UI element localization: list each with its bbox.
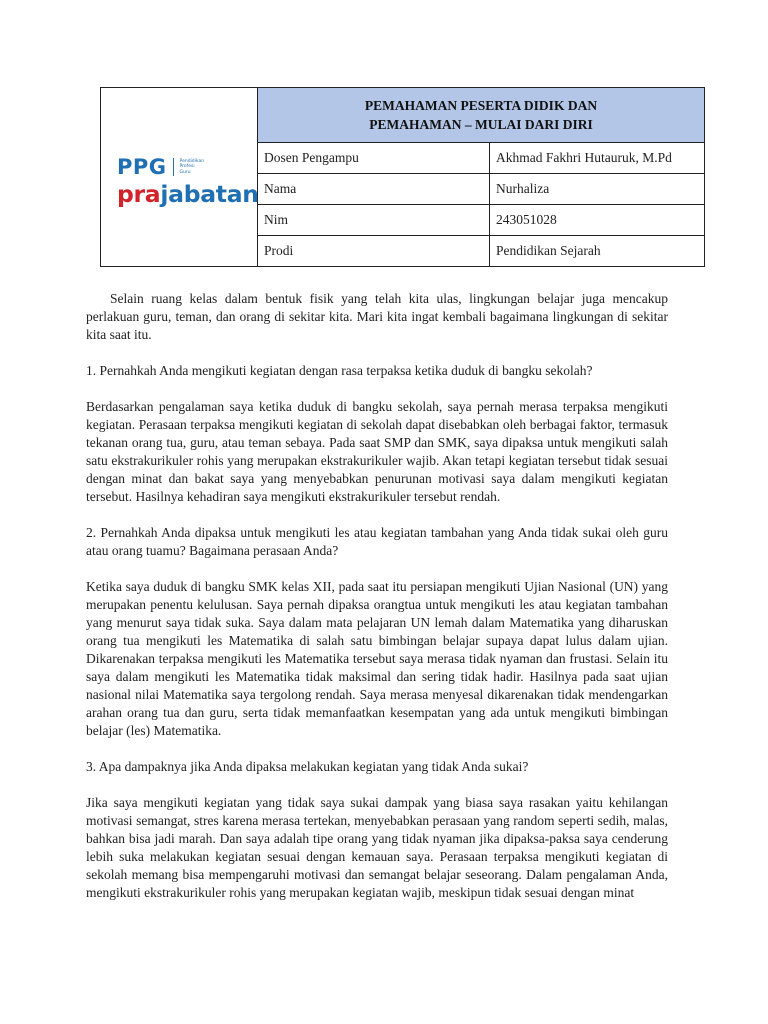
document-title: PEMAHAMAN PESERTA DIDIK DAN PEMAHAMAN – MULAI DARI DIRI xyxy=(258,88,704,143)
document-body xyxy=(86,290,668,920)
ppg-prajabatan-logo xyxy=(117,156,259,208)
info-row-nim xyxy=(258,205,704,236)
header-table xyxy=(100,87,705,267)
info-value: Nurhaliza xyxy=(496,181,550,196)
question-1: 1. Pernahkah Anda mengikuti kegiatan dengan rasa terpaksa ketika duduk di bangku sekolah? xyxy=(86,363,593,378)
answer-1: Berdasarkan pengalaman saya ketika duduk di bangku sekolah, saya pernah merasa terpaksa mengikuti kegiatan. Perasaan terpaksa mengikuti kegiatan di sekolah dapat disebabkan oleh berbagai faktor, termasuk tekanan orang tua, guru, atau teman sebaya. Pada saat SMP dan SMK, saya dipaksa untuk mengikuti salah satu ekstrakurikuler rohis yang merupakan ekstrakurikuler wajib. Akan tetapi kegiatan tersebut tidak sesuai dengan minat dan bakat saya yang menyebabkan penurunan motivasi saya dalam mengikuti kegiatan tersebut. Hasilnya kehadiran saya mengikuti ekstrakurikuler tersebut rendah. xyxy=(86,399,668,504)
answer-3: Jika saya mengikuti kegiatan yang tidak saya sukai dampak yang biasa saya rasakan yaitu kehilangan motivasi semangat, stres karena merasa tertekan, menyebabkan perasaan yang random seperti sedih, malas, bahkan bisa jadi marah. Dan saya adalah tipe orang yang tidak nyaman jika dipaksa-paksa saya cenderung lebih suka melakukan kegiatan sesuai dengan kemauan saya. Perasaan terpaksa mengikuti kegiatan di sekolah memang bisa mempengaruhi motivasi dan semangat belajar seseorang. Dalam pengalaman Anda, mengikuti ekstrakurikuler rohis yang merupakan kegiatan wajib, meskipun tidak sesuai dengan minat xyxy=(86,795,668,900)
question-3: 3. Apa dampaknya jika Anda dipaksa melakukan kegiatan yang tidak Anda sukai? xyxy=(86,759,529,774)
logo-cell xyxy=(101,88,258,266)
logo-tagline: Pendidikan Profesi Guru xyxy=(179,158,205,175)
info-label: Nama xyxy=(258,174,490,204)
info-label: Dosen Pengampu xyxy=(258,143,490,173)
info-value: 243051028 xyxy=(496,212,557,227)
logo-divider xyxy=(173,158,174,176)
info-label: Nim xyxy=(258,205,490,235)
question-2: 2. Pernahkah Anda dipaksa untuk mengikuti les atau kegiatan tambahan yang Anda tidak sukai oleh guru atau orang tuamu? Bagaimana perasaan Anda? xyxy=(86,525,668,558)
info-label: Prodi xyxy=(258,236,490,266)
info-row-nama xyxy=(258,174,704,205)
info-row-dosen xyxy=(258,143,704,174)
answer-2: Ketika saya duduk di bangku SMK kelas XII, pada saat itu persiapan mengikuti Ujian Nasional (UN) yang merupakan penentu kelulusan. Saya pernah dipaksa orangtua untuk mengikuti les atau kegiatan tambahan yang menurut saya tidak suka. Saya dalam mata pelajaran UN lemah dalam Matematika yang diharuskan orang tua mengikuti les Matematika di salah satu bimbingan belajar supaya dapat lulus dalam ujian. Dikarenakan terpaksa mengikuti les Matematika tersebut saya merasa tidak nyaman dan frustasi. Selain itu saya dalam mengikuti les Matematika tidak maksimal dan sering tidak hadir. Hasilnya pada saat ujian nasional nilai Matematika saya tergolong rendah. Saya merasa menyesal dikarenakan tidak mendengarkan arahan orang tua dan guru, serta tidak memanfaatkan kesempatan yang ada untuk mengikuti bimbingan belajar (les) Matematika. xyxy=(86,579,668,738)
logo-brand-text: prajabatan xyxy=(117,180,259,208)
logo-ppg-text: PPG xyxy=(117,155,167,179)
intro-paragraph: Selain ruang kelas dalam bentuk fisik yang telah kita ulas, lingkungan belajar juga mencakup perlakuan guru, teman, dan orang di sekitar kita. Mari kita ingat kembali bagaimana lingkungan di sekitar kita saat itu. xyxy=(86,291,668,342)
info-row-prodi xyxy=(258,236,704,266)
info-value: Akhmad Fakhri Hutauruk, M.Pd xyxy=(496,150,672,165)
info-value: Pendidikan Sejarah xyxy=(496,243,601,258)
info-cell xyxy=(258,88,704,266)
